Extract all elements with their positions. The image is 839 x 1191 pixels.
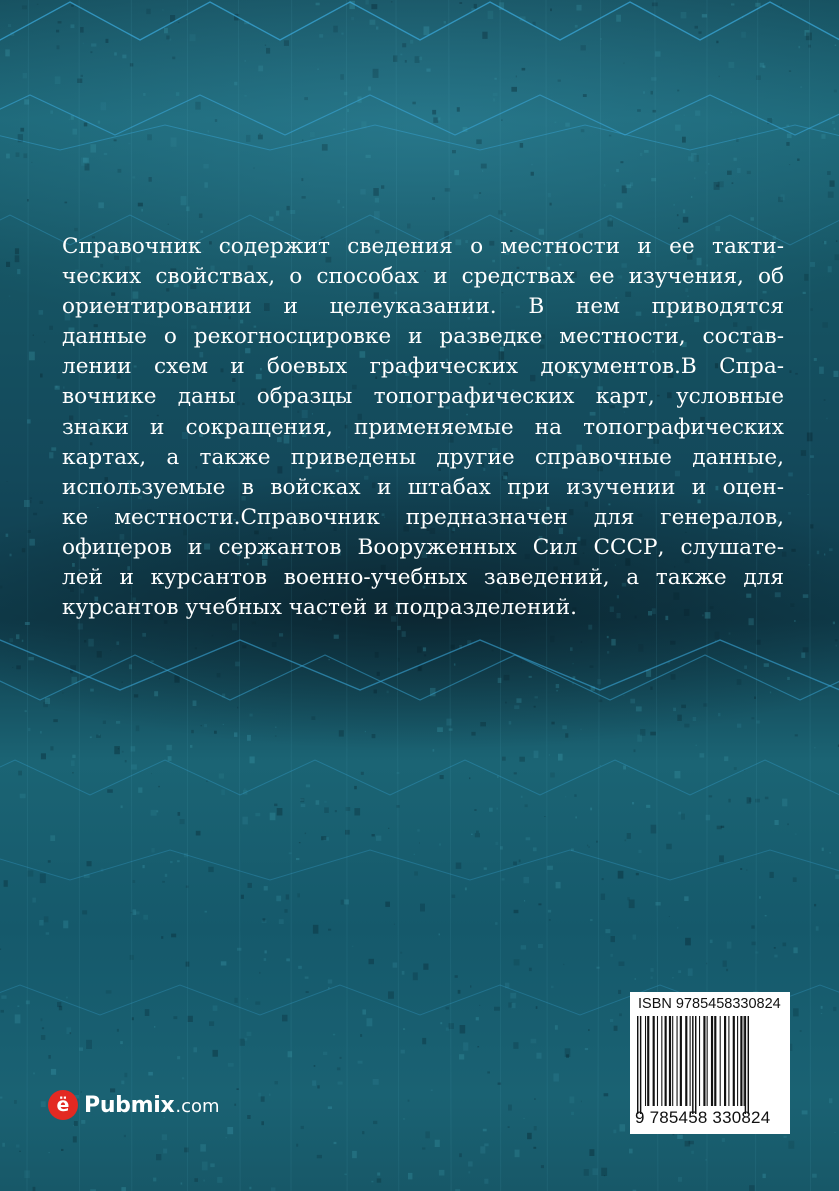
publisher-logo-icon: ё [48, 1090, 78, 1120]
description-line: вочнике даны образцы топографических карт, условные [62, 384, 784, 410]
publisher-logo [48, 1087, 220, 1123]
description-line: ориентировании и целеуказании. В нем приводятся [62, 294, 784, 320]
publisher-name: Pubmix [84, 1092, 175, 1118]
description-line: знаки и сокращения, применяемые на топографических [62, 414, 784, 440]
isbn-barcode [630, 992, 790, 1134]
description-line: лей и курсантов военно-учебных заведений, а также для [62, 565, 784, 591]
publisher-domain: .com [175, 1096, 220, 1117]
description-line: лении схем и боевых графических документов.В Спра- [62, 354, 784, 380]
description-line: ческих свойствах, о способах и средствах ее изучения, об [62, 264, 784, 290]
description-line: офицеров и сержантов Вооруженных Сил СССР, слушате- [62, 534, 784, 560]
description-line: курсантов учебных частей и подразделений. [62, 595, 577, 621]
description-line: Справочник содержит сведения о местности и ее такти- [62, 234, 784, 259]
description-line: ке местности.Справочник предназначен для генералов, [62, 504, 784, 530]
description-line: картах, а также приведены другие справочные данные, [62, 444, 784, 470]
isbn-label: ISBN 9785458330824 [638, 996, 781, 1012]
barcode-digits: 9 785458 330824 [635, 1108, 771, 1127]
description-line: используемые в войсках и штабах при изучении и оцен- [62, 474, 784, 500]
book-description [62, 232, 784, 623]
description-line: данные о рекогносцировке и разведке местности, состав- [62, 324, 784, 350]
